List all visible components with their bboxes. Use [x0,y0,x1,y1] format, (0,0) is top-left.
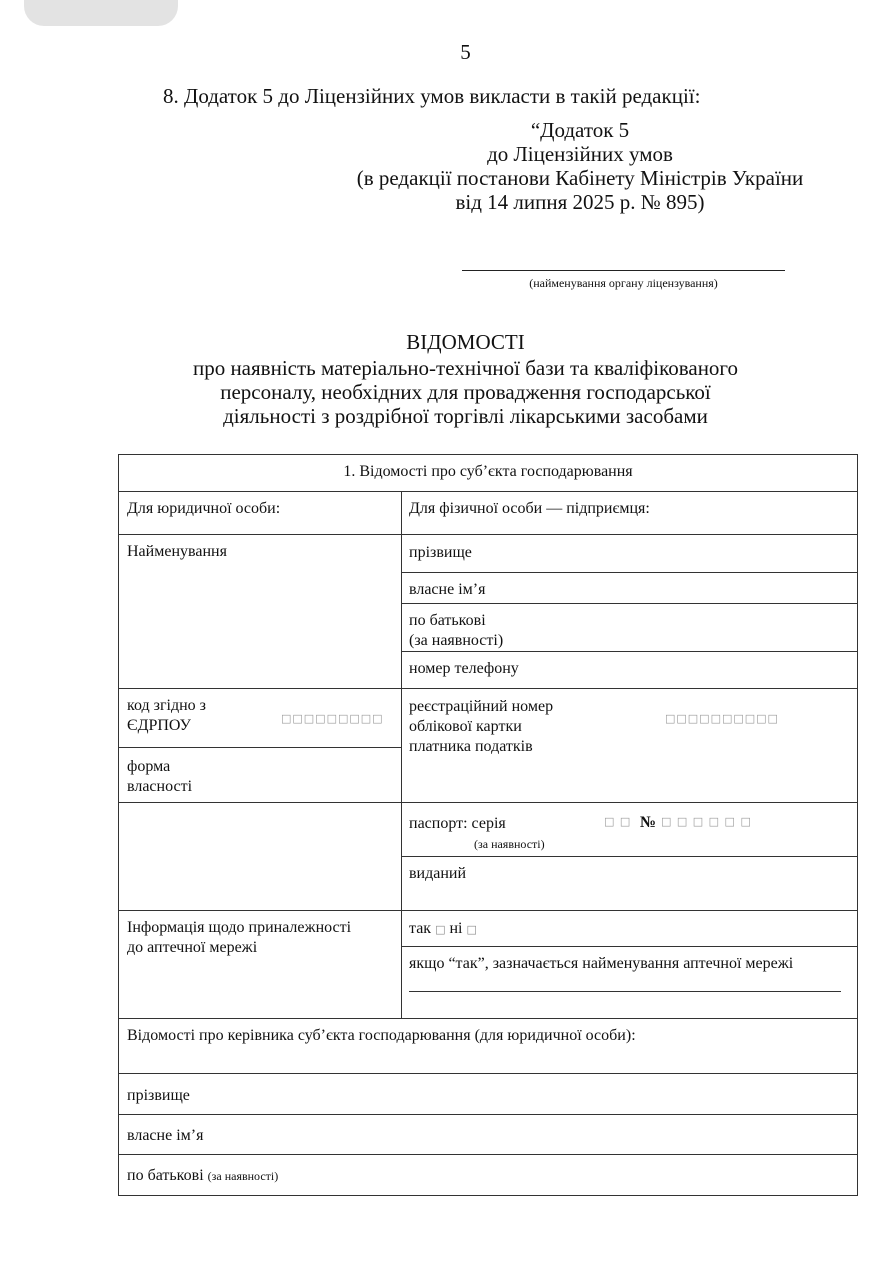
tax-number-label [409,697,553,757]
issued-by-field: виданий [409,865,467,882]
column-divider [401,491,402,1018]
passport-number-boxes: □ □ □ □ □ □ [661,815,752,828]
row-divider [401,651,858,652]
row-divider [118,688,858,689]
director-surname: прізвище [127,1087,190,1104]
appendix-line-3: (в редакції постанови Кабінету Міністрів України [356,166,804,190]
patronymic-note: (за наявності) [409,632,504,649]
yes-checkbox[interactable]: □ [435,923,446,936]
section-header: 1. Відомості про суб’єкта господарювання [343,463,633,480]
edrpou-line-2: ЄДРПОУ [127,717,191,734]
name-label: Найменування [127,543,227,560]
document-title: ВІДОМОСТІ [406,330,525,354]
tax-number-boxes: □□□□□□□□□□ [665,712,779,725]
row-divider [118,491,858,492]
appendix-line-2: до Ліцензійних умов [487,142,673,166]
edrpou-label [127,696,206,736]
patronymic-field [409,611,503,651]
network-name-line [409,991,841,992]
director-patronymic [127,1166,278,1186]
row-divider [401,946,858,947]
row-divider [118,910,858,911]
subtitle-line-3: діяльності з роздрібної торгівлі лікарськими засобами [223,404,708,428]
tax-line-1: реєстраційний номер [409,698,554,715]
row-divider [401,572,858,573]
row-divider [401,603,858,604]
director-patronymic-label: по батькові [127,1167,204,1184]
document-subtitle [120,356,811,428]
phone-field: номер телефону [409,660,519,677]
ownership-label [127,757,192,797]
row-divider [118,747,401,748]
passport-note: (за наявності) [474,837,545,851]
subtitle-line-1: про наявність матеріально-технічної бази та кваліфікованого [192,356,739,380]
first-name-field: власне ім’я [409,581,486,598]
row-divider [118,1114,858,1115]
pharmacy-network-label [127,918,351,958]
ownership-line-2: власності [127,778,193,795]
appendix-line-4: від 14 липня 2025 р. № 895) [455,190,705,214]
passport-number-sign: № [640,814,657,831]
licensing-authority-caption: (найменування органу ліцензування) [529,276,718,290]
licensing-authority-line [462,270,785,271]
no-label: ні [449,920,463,937]
director-patronymic-note: (за наявності) [207,1169,279,1183]
surname-field: прізвище [409,544,472,561]
row-divider [118,1154,858,1155]
ownership-line-1: форма [127,758,171,775]
tax-line-2: облікової картки [409,718,522,735]
appendix-line-1: “Додаток 5 [530,118,630,142]
patronymic-label: по батькові [409,612,486,629]
legal-entity-header: Для юридичної особи: [127,500,281,517]
corner-tab-mark [48,0,61,17]
yes-no-options [409,919,477,940]
edrpou-code-boxes: □□□□□□□□□ [281,712,384,725]
subtitle-line-2: персоналу, необхідних для провадження господарської [220,380,711,404]
passport-series-boxes: □ □ [604,815,632,828]
row-divider [118,534,858,535]
page-number: 5 [460,40,471,64]
pharmacy-network-line-2: до аптечної мережі [127,939,258,956]
network-name-hint: якщо “так”, зазначається найменування аптечної мережі [409,955,794,972]
tax-line-3: платника податків [409,738,533,755]
appendix-header [335,118,825,214]
intro-text: 8. Додаток 5 до Ліцензійних умов викласти в такій редакції: [163,84,701,108]
yes-label: так [409,920,432,937]
individual-header: Для фізичної особи — підприємця: [409,500,650,517]
director-info-header: Відомості про керівника суб’єкта господарювання (для юридичної особи): [127,1027,636,1044]
no-checkbox[interactable]: □ [466,923,477,936]
row-divider [118,1018,858,1019]
row-divider [401,856,858,857]
row-divider [118,802,858,803]
passport-series-label: паспорт: серія [409,815,506,832]
director-first-name: власне ім’я [127,1127,204,1144]
row-divider [118,1073,858,1074]
corner-tab-overlay [24,0,178,26]
edrpou-line-1: код згідно з [127,697,206,714]
pharmacy-network-line-1: Інформація щодо приналежності [127,919,352,936]
